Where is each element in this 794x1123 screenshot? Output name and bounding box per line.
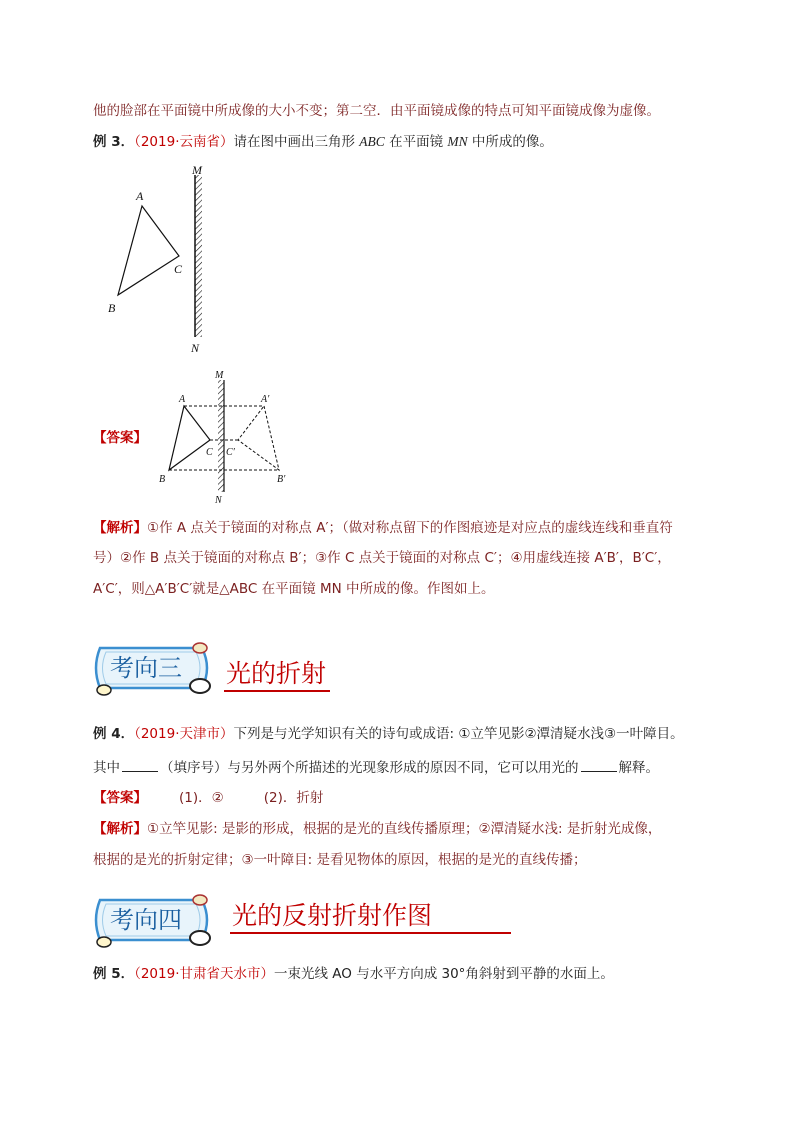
ex3-text-b: 在平面镜 — [384, 134, 448, 150]
ex3-text-a: 请在图中画出三角形 — [233, 134, 360, 150]
badge4-decor-top — [193, 895, 207, 905]
triangle-abc-answer — [169, 406, 210, 470]
label-N: N — [191, 341, 200, 355]
ans-label-Ap: A′ — [261, 394, 270, 405]
ex3-answer-figure — [155, 366, 295, 508]
ex4-text-l2c: 解释。 — [618, 760, 659, 776]
ex4-question-l1 — [93, 724, 684, 744]
badge-decor-right — [190, 679, 210, 693]
mirror-hatch — [195, 175, 202, 337]
ex4-blank-2[interactable] — [581, 757, 617, 772]
ex3-analysis-l1 — [93, 518, 673, 538]
badge-decor-left — [97, 685, 111, 695]
ex3-mn: MN — [447, 134, 468, 149]
ex3-analysis-label: 【解析】 — [93, 520, 147, 536]
section4-badge-text: 考向四 — [110, 906, 182, 934]
badge4-decor-right — [190, 931, 210, 945]
ex3-source: （2019·云南省） — [134, 134, 234, 150]
badge4-decor-left — [97, 937, 111, 947]
ex5-question — [93, 964, 614, 984]
label-C: C — [174, 262, 183, 276]
section4-badge — [92, 890, 217, 948]
ex4-label: 例 4． — [93, 726, 135, 742]
ans-label-Bp: B′ — [277, 474, 286, 485]
ex3-question — [93, 132, 553, 152]
ex4-blank-1[interactable] — [122, 757, 158, 772]
ex4-analysis-text1: ①立竿见影: 是影的形成，根据的是光的直线传播原理；②潭清疑水浅: 是折射光成像， — [147, 821, 662, 837]
ex4-answer-label: 【答案】 — [93, 790, 147, 806]
ex5-text: 一束光线 AO 与水平方向成 30°角斜射到平静的水面上。 — [274, 966, 614, 982]
ex3-analysis-l3: A′C′，则△A′B′C′就是△ABC 在平面镜 MN 中所成的像。作图如上。 — [93, 581, 495, 597]
section3-badge-text: 考向三 — [110, 654, 182, 682]
ex3-analysis-text1: ①作 A 点关于镜面的对称点 A′；（做对称点留下的作图痕迹是对应点的虚线连线和垂直符 — [147, 520, 673, 536]
ex4-text-l1: 下列是与光学知识有关的诗句或成语: ①立竿见影②潭清疑水浅③一叶障目。 — [233, 726, 684, 742]
ex3-label: 例 3． — [93, 134, 135, 150]
triangle-image — [238, 406, 279, 470]
ex5-label: 例 5． — [93, 966, 135, 982]
ex4-question-l2 — [93, 757, 659, 778]
ans-label-Cp: C′ — [226, 447, 235, 458]
ex3-figure — [100, 160, 220, 360]
label-B: B — [108, 301, 116, 315]
ex3-answer-label: 【答案】 — [93, 430, 147, 446]
ex4-analysis-label: 【解析】 — [93, 821, 147, 837]
ex4-text-l2a: 其中 — [93, 760, 120, 776]
ans-label-C: C — [206, 447, 213, 458]
ex4-answer-1: (1)．② — [179, 790, 224, 806]
ex4-text-l2b: （填序号）与另外两个所描述的光现象形成的原因不同，它可以用光的 — [160, 760, 579, 776]
ex4-analysis-l1 — [93, 819, 661, 839]
ans-label-A: A — [179, 394, 186, 405]
label-M: M — [192, 163, 202, 177]
triangle-abc — [118, 206, 179, 295]
ans-label-B: B — [159, 474, 166, 485]
section3-badge — [92, 638, 217, 696]
ex3-analysis-l2: 号）②作 B 点关于镜面的对称点 B′；③作 C 点关于镜面的对称点 C′；④用虚线连接 A′B′，B′C′， — [93, 550, 671, 566]
ex4-source: （2019·天津市） — [134, 726, 234, 742]
ans-label-N: N — [215, 495, 222, 506]
label-A: A — [136, 189, 144, 203]
ex4-answer-2: (2)．折射 — [263, 790, 324, 806]
badge-decor-top — [193, 643, 207, 653]
section4-title: 光的反射折射作图 — [230, 900, 511, 934]
ex3-text-c: 中所成的像。 — [467, 134, 553, 150]
ex4-analysis-l2: 根据的是光的折射定律；③一叶障目: 是看见物体的原因，根据的是光的直线传播； — [93, 852, 587, 868]
ans-label-M: M — [215, 370, 224, 381]
intro-line: 他的脸部在平面镜中所成像的大小不变；第二空．由平面镜成像的特点可知平面镜成像为虚像。 — [93, 103, 660, 119]
ex4-answer — [93, 788, 323, 808]
ex5-source: （2019·甘肃省天水市） — [134, 966, 274, 982]
section3-title: 光的折射 — [224, 658, 330, 692]
mirror-hatch-answer — [218, 380, 224, 492]
ex3-abc: ABC — [359, 134, 385, 149]
